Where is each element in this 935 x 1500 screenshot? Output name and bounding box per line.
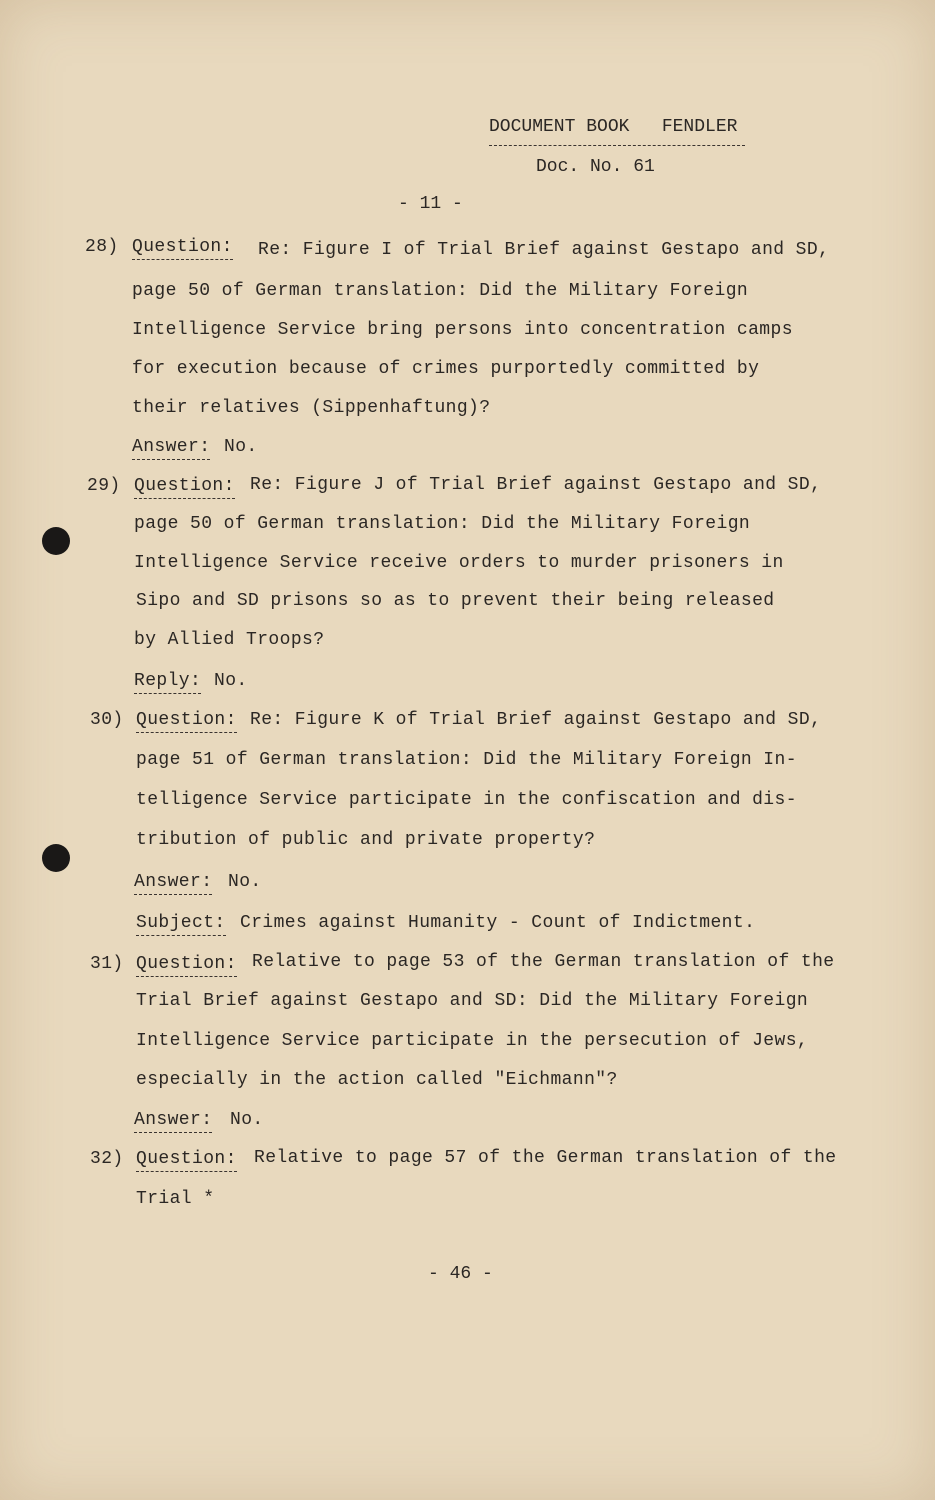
answer-text: No. <box>228 872 262 892</box>
answer-text: No. <box>214 671 248 691</box>
question-text-line: telligence Service participate in the confiscation and dis- <box>136 790 797 810</box>
question-text-line: Trial Brief against Gestapo and SD: Did the Military Foreign <box>136 991 809 1011</box>
question-text-line: Re: Figure K of Trial Brief against Gestapo and SD, <box>250 710 822 730</box>
item-number: 28) <box>85 237 119 257</box>
answer-text: No. <box>224 437 258 457</box>
question-text-line: Relative to page 53 of the German translation of the <box>252 952 835 972</box>
question-text-line: page 50 of German translation: Did the Military Foreign <box>132 281 749 301</box>
answer-label: Answer: <box>132 436 210 460</box>
question-text-line: Trial * <box>136 1189 215 1209</box>
question-text-line: especially in the action called "Eichmann"? <box>136 1070 618 1090</box>
question-text-line: for execution because of crimes purportedly committed by <box>132 359 760 379</box>
doc-number: Doc. No. 61 <box>536 157 655 177</box>
document-book-title: DOCUMENT BOOK FENDLER <box>489 117 738 137</box>
question-label: Question: <box>132 236 233 260</box>
item-number: 30) <box>90 710 124 730</box>
answer-text: No. <box>230 1110 264 1130</box>
question-text-line: Intelligence Service participate in the persecution of Jews, <box>136 1031 809 1051</box>
punch-hole-top <box>42 527 70 555</box>
question-text-line: Intelligence Service receive orders to murder prisoners in <box>134 553 784 573</box>
question-text-line: page 51 of German translation: Did the Military Foreign In- <box>136 750 797 770</box>
question-text-line: Re: Figure I of Trial Brief against Gestapo and SD, <box>258 240 830 260</box>
question-text-line: Intelligence Service bring persons into concentration camps <box>132 320 793 340</box>
answer-label: Answer: <box>134 1109 212 1133</box>
item-number: 29) <box>87 476 121 496</box>
header-rule <box>489 145 745 146</box>
question-label: Question: <box>134 475 235 499</box>
question-label: Question: <box>136 953 237 977</box>
question-text-line: Relative to page 57 of the German translation of the <box>254 1148 837 1168</box>
answer-label: Answer: <box>134 871 212 895</box>
subject-text: Crimes against Humanity - Count of Indictment. <box>240 913 756 933</box>
item-number: 31) <box>90 954 124 974</box>
question-label: Question: <box>136 709 237 733</box>
subject-label: Subject: <box>136 912 226 936</box>
item-number: 32) <box>90 1149 124 1169</box>
question-text-line: Re: Figure J of Trial Brief against Gestapo and SD, <box>250 475 822 495</box>
question-text-line: Sipo and SD prisons so as to prevent their being released <box>136 591 775 611</box>
footer-page-number: - 46 - <box>428 1264 493 1284</box>
question-label: Question: <box>136 1148 237 1172</box>
page-marker: - 11 - <box>398 194 463 214</box>
question-text-line: by Allied Troops? <box>134 630 325 650</box>
answer-label: Reply: <box>134 670 201 694</box>
question-text-line: page 50 of German translation: Did the Military Foreign <box>134 514 751 534</box>
question-text-line: their relatives (Sippenhaftung)? <box>132 398 491 418</box>
punch-hole-bottom <box>42 844 70 872</box>
question-text-line: tribution of public and private property? <box>136 830 596 850</box>
